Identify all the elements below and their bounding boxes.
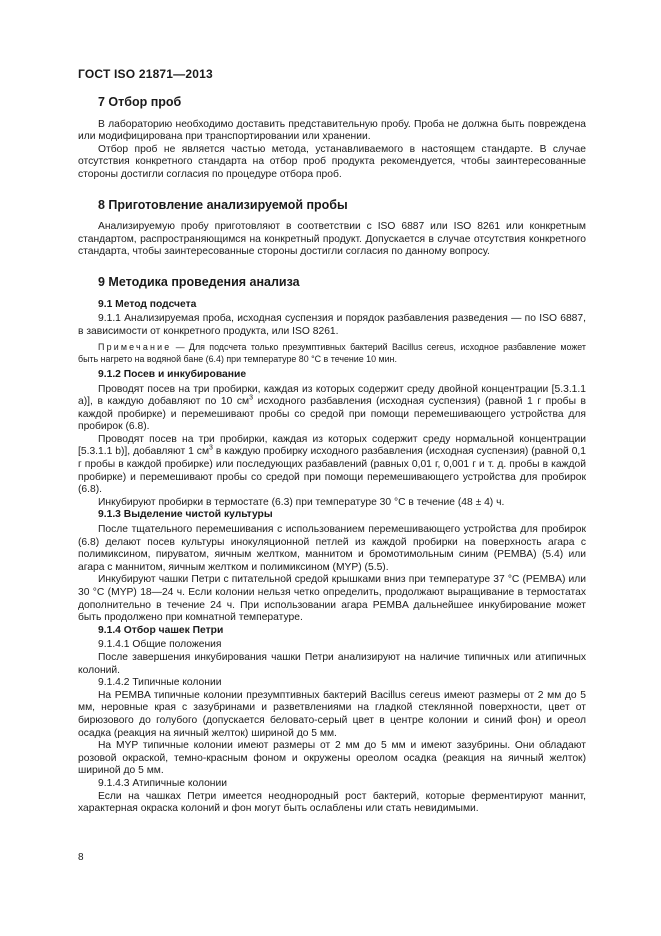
subsection-9-1-4-2-heading: 9.1.4.2 Типичные колонии — [98, 677, 222, 689]
paragraph: Проводят посев на три пробирки, каждая из которых содержит среду двойной концентрации [5.3.1.1 a)], в каждую добавляют по 10 $см^3$ исходного разбавления (исходная суспензия) (равной 1 г пробы в каждой пробирке) и перемешивают пробы со средой при помощи перемешивающего устройства для пробирок (6.8). — [78, 383, 587, 433]
section-9-heading: 9 Методика проведения анализа — [98, 274, 300, 289]
note-text: — Для подсчета только презумптивных бактерий Bacillus cereus, исходное разбавление может быть нагрето на водяной бане (6.4) при температуре 80 °С в течение 10 мин. — [78, 342, 586, 364]
subsection-9-1-4-heading: 9.1.4 Отбор чашек Петри — [98, 624, 224, 636]
document-body — [78, 92, 586, 816]
page-number: 8 — [78, 852, 84, 863]
paragraph: Инкубируют чашки Петри с питательной средой крышками вниз при температуре 37 °С (PEMBA) или 30 °С (MYP) 18—24 ч. Если колонии нельзя четко определить, продолжают выращивание в термостатах дополнительно в течение 24 ч. При использовании агара PEMBA дальнейшее инкубирование может быть продолжено при комнатной температуре. — [78, 574, 586, 624]
paragraph: 9.1.1 Анализируемая проба, исходная суспензия и порядок разбавления разведения — по ISO 6887, в зависимости от конкретного продукта, или ISO 8261. — [78, 313, 586, 337]
section-8-heading: 8 Приготовление анализируемой пробы — [98, 197, 348, 212]
paragraph: После тщательного перемешивания с использованием перемешивающего устройства для пробирок (6.8) делают посев культуры инокуляционной петлей из каждой пробирки на поверхность агара с полимиксином, пируватом, яичным желтком, маннитом и бромотимольным синим (PEMBA) (5.4) или агара с маннитом, яичным желтком и полимиксином (MYP) (5.5). — [78, 524, 586, 573]
paragraph: Отбор проб не является частью метода, устанавливаемого в настоящем стандарте. В случае отсутствия конкретного стандарта на отбор проб продукта рекомендуется, чтобы заинтересованные стороны достигли согласия по процедуре отбора проб. — [78, 143, 586, 180]
paragraph: Проводят посев на три пробирки, каждая из которых содержит среду нормальной концентрации [5.3.1.1 b)], добавляют 1 $см^3$ в каждую пробирку исходного разбавления (исходная суспензия) (равной 0,1 г пробы в каждой пробирке) или последующих разбавлений (равных 0,01 г, 0,001 г и т. д. пробы в каждой пробирке) и перемешивают пробы со средой при помощи перемешивающего устройства для пробирок (6.8). — [78, 433, 587, 496]
paragraph: Если на чашках Петри имеется неоднородный рост бактерий, которые ферментируют маннит, характерная окраска колоний и фон могут быть ослаблены или стать невидимыми. — [78, 790, 586, 815]
paragraph: Анализируемую пробу приготовляют в соответствии с ISO 6887 или ISO 8261 или конкретным стандартом, распространяющимся на конкретный продукт. Допускается в случае отсутствия конкретного стандарта, чтобы заинтересованные стороны достигли согласия по данному вопросу. — [78, 221, 586, 258]
note — [78, 342, 586, 365]
paragraph: На PEMBA типичные колонии презумптивных бактерий Bacillus cereus имеют размеры от 2 мм до 5 мм, неровные края с зазубринами и разветвлениями на гладкой стеклянной поверхности, цвет от бирюзового до голубого (допускается беловато-серый цвет в центре колонии и синий фон) и ореол осадка (реакция на яичный желток) шириной до 5 мм. — [78, 689, 586, 739]
superscript: 3 — [249, 394, 254, 402]
subsection-9-1-4-3-heading: 9.1.4.3 Атипичные колонии — [98, 777, 227, 789]
paragraph: На MYP типичные колонии имеют размеры от 2 мм до 5 мм и имеют зазубрины. Они обладают розовой окраской, темно-красным фоном и окружены ореолом осадка (реакция на яичный желток) шириной до 5 мм. — [78, 740, 586, 777]
subsection-9-1-2-heading: 9.1.2 Посев и инкубирование — [98, 368, 247, 380]
document-header: ГОСТ ISO 21871—2013 — [78, 67, 213, 81]
paragraph: После завершения инкубирования чашки Петри анализируют на наличие типичных или атипичных колоний. — [78, 651, 586, 676]
paragraph: В лабораторию необходимо доставить представительную пробу. Проба не должна быть повреждена или модифицирована при транспортировании или хранении. — [78, 118, 586, 143]
subsection-9-1-4-1-heading: 9.1.4.1 Общие положения — [98, 639, 222, 651]
note-label: Примечание — [98, 342, 172, 353]
section-7-heading: 7 Отбор проб — [98, 95, 182, 109]
subsection-9-1-3-heading: 9.1.3 Выделение чистой культуры — [98, 509, 273, 521]
superscript: 3 — [209, 445, 213, 453]
subsection-9-1-heading: 9.1 Метод подсчета — [98, 298, 197, 310]
paragraph: Инкубируют пробирки в термостате (6.3) при температуре 30 °С в течение (48 ± 4) ч. — [98, 496, 505, 508]
